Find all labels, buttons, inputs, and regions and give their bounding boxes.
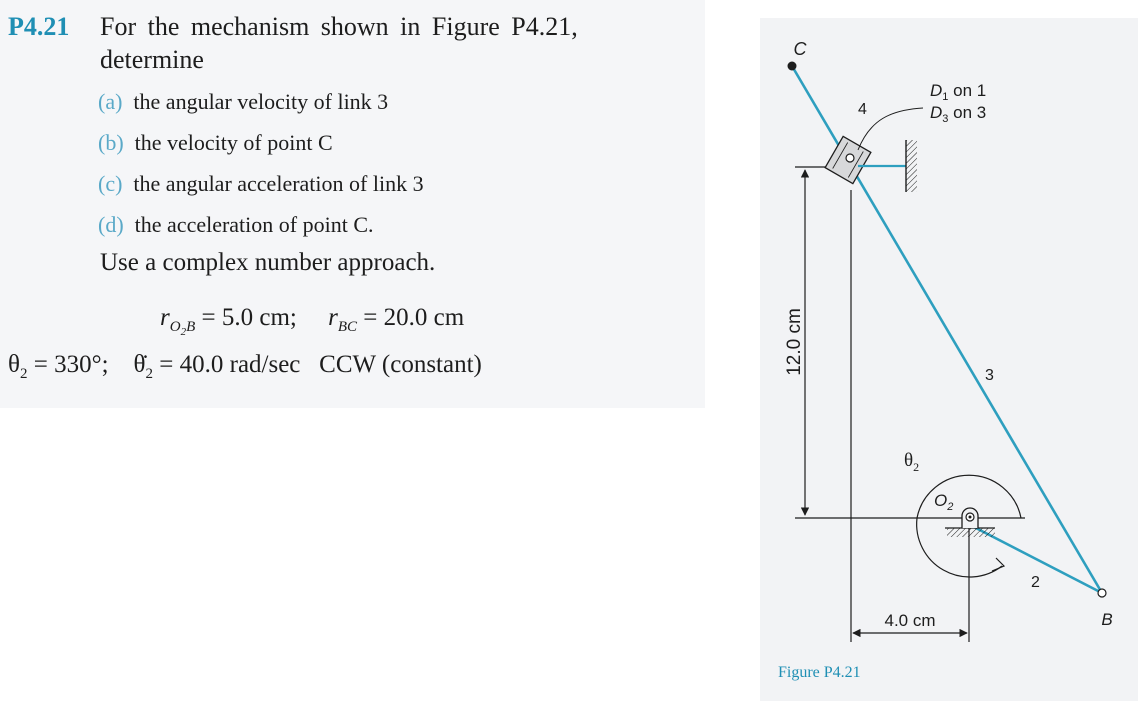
problem-number: P4.21	[8, 12, 70, 41]
r-o2b-sub-2: 2	[180, 326, 187, 338]
question-label: (c)	[98, 171, 123, 196]
point-c-marker	[788, 62, 797, 71]
vertical-dimension-label: 12.0 cm	[784, 308, 805, 376]
theta-2-label: $\theta_2$	[904, 450, 920, 474]
question-text: the velocity of point C	[134, 130, 333, 155]
o2-label: $O_2$	[934, 491, 954, 513]
link-4-label: 4	[858, 101, 867, 118]
figure-caption: Figure P4.21	[778, 664, 861, 681]
slider-pin	[846, 154, 854, 162]
theta-dot-value: = 40.0 rad/sec	[159, 351, 301, 378]
point-c-label: C	[793, 39, 807, 59]
question-text: the angular velocity of link 3	[133, 89, 389, 114]
r-bc-symbol: r	[328, 304, 338, 331]
rotation-arrow-icon	[992, 558, 1004, 571]
question-label: (b)	[98, 130, 124, 155]
problem-stem-line1: For the mechanism shown in Figure P4.21,	[100, 12, 578, 41]
problem-stem-line2: determine	[100, 45, 204, 74]
question-label: (a)	[98, 89, 123, 114]
link-3-label: 3	[985, 367, 994, 384]
r-o2b-symbol: r	[160, 304, 170, 331]
r-bc-sub: BC	[337, 319, 357, 335]
theta-dot-symbol: θ̇	[133, 351, 146, 378]
horizontal-dimension-label: 4.0 cm	[884, 611, 936, 630]
crank-circle-lower	[917, 518, 1002, 577]
pivot-center-o2	[969, 516, 972, 519]
slider-ground-hatch	[906, 140, 917, 192]
theta-dot-sub: 2	[145, 366, 154, 382]
theta-dot-direction: CCW (constant)	[319, 351, 482, 378]
r-o2b-value: = 5.0 cm;	[201, 304, 297, 331]
point-b-label: B	[1101, 610, 1113, 629]
d1-label: $D_1$ on 1	[930, 81, 987, 103]
point-b-marker	[1098, 589, 1106, 597]
theta-symbol: θ	[8, 351, 20, 378]
ground-hatch-o2	[947, 528, 995, 537]
r-o2b-sub-b: B	[186, 319, 196, 335]
link-2-label: 2	[1031, 574, 1040, 591]
d3-label: $D_3$ on 3	[930, 103, 987, 125]
theta-sub: 2	[19, 366, 28, 382]
theta-value: = 330°;	[33, 351, 109, 378]
r-o2b-sub-o: O	[169, 319, 181, 335]
question-text: the angular acceleration of link 3	[133, 171, 424, 196]
question-text: the acceleration of point C.	[134, 212, 374, 237]
r-bc-value: = 20.0 cm	[363, 304, 465, 331]
method-instruction: Use a complex number approach.	[100, 249, 436, 276]
question-label: (d)	[98, 212, 124, 237]
